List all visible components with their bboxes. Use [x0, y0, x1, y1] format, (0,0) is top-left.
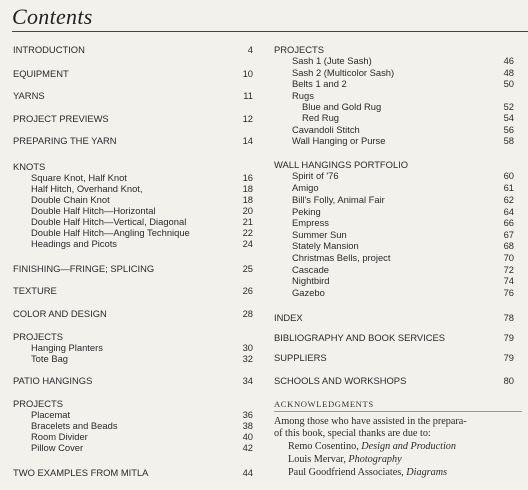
toc-entry[interactable]	[274, 287, 514, 298]
toc-entry-label: Blue and Gold Rug	[302, 101, 382, 112]
toc-entry-page: 14	[242, 135, 253, 146]
toc-entry-page: 50	[503, 78, 514, 89]
toc-entry[interactable]	[13, 353, 253, 364]
toc-entry-label: PROJECTS	[13, 398, 64, 409]
toc-entry-page: 28	[242, 308, 253, 319]
toc-entry[interactable]	[13, 409, 253, 420]
toc-entry[interactable]	[13, 375, 253, 386]
toc-entry[interactable]	[274, 332, 514, 343]
toc-entry-page: 68	[503, 240, 514, 251]
toc-section-heading	[274, 44, 514, 55]
toc-entry-label: EQUIPMENT	[13, 68, 69, 79]
toc-entry-label: PROJECTS	[13, 331, 64, 342]
toc-entry[interactable]	[13, 183, 253, 194]
toc-entry-label: TWO EXAMPLES FROM MITLA	[13, 467, 149, 478]
acknowledgments-heading: ACKNOWLEDGMENTS	[274, 399, 374, 409]
toc-entry-page: 76	[503, 287, 514, 298]
toc-entry-page: 60	[503, 170, 514, 181]
toc-entry-label: Sash 1 (Jute Sash)	[292, 55, 372, 66]
toc-entry[interactable]	[13, 44, 253, 55]
toc-entry-page: 12	[242, 113, 253, 124]
toc-entry-page: 74	[503, 275, 514, 286]
toc-entry-page: 62	[503, 194, 514, 205]
title-rule	[12, 31, 528, 32]
toc-entry[interactable]	[274, 194, 514, 205]
toc-entry-label: KNOTS	[13, 161, 46, 172]
toc-section-heading	[274, 159, 514, 170]
toc-entry-page: 80	[503, 375, 514, 386]
toc-entry-page: 42	[242, 442, 253, 453]
toc-entry-page: 72	[503, 264, 514, 275]
toc-entry-page: 40	[242, 431, 253, 442]
credit-role: Design and Production	[361, 441, 456, 452]
toc-entry-page: 54	[503, 112, 514, 123]
toc-entry-label: YARNS	[13, 90, 45, 101]
toc-entry-label: Tote Bag	[31, 353, 69, 364]
toc-entry-label: Half Hitch, Overhand Knot,	[31, 183, 143, 194]
toc-entry-page: 20	[242, 205, 253, 216]
toc-entry[interactable]	[274, 170, 514, 181]
toc-entry-page: 46	[503, 55, 514, 66]
toc-entry[interactable]	[274, 240, 514, 251]
toc-entry[interactable]	[274, 217, 514, 228]
toc-entry-page: 22	[242, 227, 253, 238]
toc-entry-label: SUPPLIERS	[274, 352, 327, 363]
toc-section-heading	[13, 331, 253, 342]
toc-entry[interactable]	[13, 172, 253, 183]
toc-entry-label: Cavandoli Stitch	[292, 124, 360, 135]
toc-entry-page: 21	[242, 216, 253, 227]
toc-entry-label: PATIO HANGINGS	[13, 375, 93, 386]
toc-entry-page: 16	[242, 172, 253, 183]
toc-entry[interactable]	[13, 113, 253, 124]
credit-name: Louis Mervar,	[288, 454, 349, 465]
credit-role: Photography	[348, 454, 402, 465]
acknowledgment-credit	[288, 454, 402, 466]
toc-entry[interactable]	[13, 431, 253, 442]
toc-entry[interactable]	[274, 352, 514, 363]
toc-entry-label: WALL HANGINGS PORTFOLIO	[274, 159, 409, 170]
toc-entry-label: TEXTURE	[13, 285, 57, 296]
toc-entry-label: Square Knot, Half Knot	[31, 172, 127, 183]
toc-entry-page: 30	[242, 342, 253, 353]
toc-entry-label: Amigo	[292, 182, 319, 193]
toc-entry-label: Sash 2 (Multicolor Sash)	[292, 67, 395, 78]
toc-entry-page: 48	[503, 67, 514, 78]
toc-entry-label: Hanging Planters	[31, 342, 103, 353]
toc-entry-label: PREPARING THE YARN	[13, 135, 117, 146]
page-title: Contents	[12, 4, 93, 29]
toc-entry-page: 36	[242, 409, 253, 420]
acknowledgments-intro-line: of this book, special thanks are due to:	[274, 428, 431, 439]
toc-entry-page: 79	[503, 332, 514, 343]
acknowledgments-intro-line: Among those who have assisted in the prepara-	[274, 416, 467, 427]
toc-entry[interactable]	[274, 252, 514, 263]
toc-entry-label: Spirit of '76	[292, 170, 339, 181]
toc-entry-page: 79	[503, 352, 514, 363]
toc-entry-label: Red Rug	[302, 112, 340, 123]
toc-entry-page: 61	[503, 182, 514, 193]
toc-entry-label: Rugs	[292, 90, 314, 101]
toc-entry[interactable]	[274, 375, 514, 386]
toc-entry-page: 78	[503, 312, 514, 323]
toc-entry-page: 38	[242, 420, 253, 431]
toc-entry-label: Summer Sun	[292, 229, 347, 240]
toc-entry[interactable]	[13, 442, 253, 453]
toc-entry-page: 11	[243, 90, 253, 101]
toc-entry-page: 58	[503, 135, 514, 146]
toc-entry-page: 64	[503, 206, 514, 217]
toc-entry[interactable]	[274, 312, 514, 323]
toc-entry[interactable]	[274, 135, 514, 146]
toc-entry-page: 52	[503, 101, 514, 112]
toc-entry-label: INTRODUCTION	[13, 44, 85, 55]
toc-entry-page: 24	[242, 238, 253, 249]
acknowledgment-credit	[288, 467, 447, 479]
toc-subsection-heading	[274, 90, 514, 101]
toc-entry[interactable]	[13, 342, 253, 353]
toc-entry-label: Headings and Picots	[31, 238, 117, 249]
toc-entry-label: Double Half Hitch—Angling Technique	[31, 227, 190, 238]
toc-entry[interactable]	[274, 112, 514, 123]
toc-entry-label: Double Chain Knot	[31, 194, 110, 205]
toc-entry[interactable]	[13, 263, 253, 274]
toc-entry-label: Belts 1 and 2	[292, 78, 347, 89]
toc-entry[interactable]	[13, 467, 253, 478]
toc-entry-page: 10	[242, 68, 253, 79]
toc-entry[interactable]	[13, 135, 253, 146]
toc-entry-label: Cascade	[292, 264, 330, 275]
toc-entry[interactable]	[274, 67, 514, 78]
toc-entry-page: 4	[247, 44, 253, 55]
toc-section-heading	[13, 398, 253, 409]
toc-entry[interactable]	[274, 182, 514, 193]
toc-entry[interactable]	[13, 420, 253, 431]
toc-entry[interactable]	[274, 78, 514, 89]
toc-entry[interactable]	[13, 285, 253, 296]
toc-entry-label: BIBLIOGRAPHY AND BOOK SERVICES	[274, 332, 446, 343]
toc-section-heading	[13, 161, 253, 172]
toc-entry-label: Room Divider	[31, 431, 88, 442]
toc-entry[interactable]	[13, 68, 253, 79]
toc-entry[interactable]	[13, 194, 253, 205]
toc-entry[interactable]	[13, 205, 253, 216]
toc-entry-label: INDEX	[274, 312, 303, 323]
toc-entry[interactable]	[13, 90, 253, 101]
toc-entry-label: Placemat	[31, 409, 71, 420]
toc-entry[interactable]	[13, 308, 253, 319]
toc-entry-label: Nightbird	[292, 275, 330, 286]
toc-entry-label: Christmas Bells, project	[292, 252, 391, 263]
toc-entry-page: 26	[242, 285, 253, 296]
toc-entry-page: 18	[242, 194, 253, 205]
acknowledgments-rule	[274, 411, 522, 412]
toc-entry-page: 70	[503, 252, 514, 263]
credit-role: Diagrams	[406, 467, 448, 478]
toc-entry-page: 66	[503, 217, 514, 228]
toc-entry-label: Wall Hanging or Purse	[292, 135, 386, 146]
toc-entry[interactable]	[274, 101, 514, 112]
toc-entry[interactable]	[13, 238, 253, 249]
toc-entry-label: Peking	[292, 206, 321, 217]
toc-entry[interactable]	[274, 264, 514, 275]
toc-entry-page: 44	[242, 467, 253, 478]
toc-entry-label: PROJECT PREVIEWS	[13, 113, 109, 124]
toc-entry[interactable]	[274, 275, 514, 286]
toc-entry[interactable]	[274, 55, 514, 66]
toc-entry[interactable]	[274, 206, 514, 217]
credit-name: Remo Cosentino,	[288, 441, 362, 452]
toc-entry-label: Bracelets and Beads	[31, 420, 118, 431]
toc-entry-label: Bill's Folly, Animal Fair	[292, 194, 385, 205]
credit-name: Paul Goodfriend Associates,	[288, 467, 407, 478]
toc-entry-page: 18	[242, 183, 253, 194]
toc-entry-page: 32	[242, 353, 253, 364]
toc-entry[interactable]	[274, 229, 514, 240]
toc-entry-label: Empress	[292, 217, 329, 228]
toc-entry-page: 25	[242, 263, 253, 274]
toc-entry-label: Pillow Cover	[31, 442, 84, 453]
toc-entry-page: 67	[503, 229, 514, 240]
toc-entry-label: Stately Mansion	[292, 240, 359, 251]
toc-entry-label: Double Half Hitch—Horizontal	[31, 205, 156, 216]
toc-entry[interactable]	[13, 216, 253, 227]
toc-entry-label: FINISHING—FRINGE; SPLICING	[13, 263, 155, 274]
acknowledgment-credit	[288, 441, 456, 453]
toc-entry-label: SCHOOLS AND WORKSHOPS	[274, 375, 407, 386]
toc-entry-page: 34	[242, 375, 253, 386]
toc-entry-label: PROJECTS	[274, 44, 325, 55]
toc-entry-label: Double Half Hitch—Vertical, Diagonal	[31, 216, 187, 227]
toc-entry[interactable]	[13, 227, 253, 238]
toc-entry-page: 56	[503, 124, 514, 135]
toc-entry-label: COLOR AND DESIGN	[13, 308, 107, 319]
toc-entry[interactable]	[274, 124, 514, 135]
toc-entry-label: Gazebo	[292, 287, 325, 298]
